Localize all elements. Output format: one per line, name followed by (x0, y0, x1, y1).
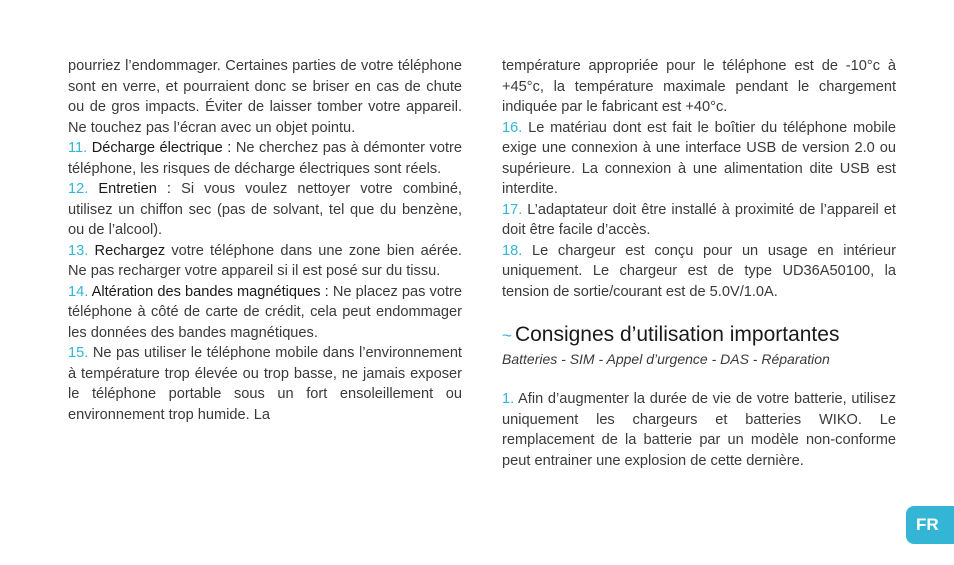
section-item-1 (502, 389, 896, 471)
item-term: Entretien : (98, 181, 171, 197)
continued-paragraph: température appropriée pour le téléphone est de -10°c à +45°c, la température maximale pendant le chargement indiquée par le fabricant est +40°c. (502, 58, 896, 115)
item-text: Si vous voulez nettoyer votre combiné, utilisez un chiffon sec (pas de solvant, tel que du benzène, ou de l’alcool). (68, 181, 462, 238)
item-term: Décharge électrique : (91, 140, 232, 156)
item-15 (68, 343, 462, 425)
section-title-text: Consignes d’utilisation importantes (514, 323, 840, 346)
left-column (68, 56, 462, 425)
section-subtitle: Batteries - SIM - Appel d’urgence - DAS - Réparation (502, 351, 830, 367)
item-text: Le chargeur est conçu pour un usage en intérieur uniquement. Le chargeur est de type UD36A50100, la tension de sortie/courant est de 5.0V/1.0A. (502, 242, 896, 300)
item-text: L’adaptateur doit être installé à proximité de l’appareil et doit être facile d’accès. (502, 201, 896, 238)
intro-paragraph: pourriez l’endommager. Certaines parties de votre téléphone sont en verre, et pourraient donc se briser en cas de chute ou de gros impacts. Éviter de laisser tomber votre appareil. Ne touchez pas l’écran avec un objet pointu. (68, 58, 462, 136)
language-tab: FR (906, 506, 954, 544)
tilde-mark: ~ (502, 326, 512, 345)
item-text: votre téléphone dans une zone bien aérée. Ne pas recharger votre appareil si il est posé sur du tissu. (68, 242, 462, 279)
item-text: Ne placez pas votre téléphone à côté de carte de crédit, cela peut endommager les données des bandes magnétiques. (68, 283, 462, 341)
item-number: 13. (68, 242, 89, 259)
item-number: 12. (68, 181, 89, 197)
item-number: 17. (502, 201, 523, 218)
section-title (502, 322, 896, 349)
item-text: Le matériau dont est fait le boîtier du téléphone mobile exige une connexion à une interface USB de version 2.0 ou supérieure. La connexion à une alimentation dite USB est interdite. (502, 119, 896, 197)
item-text: Ne cherchez pas à démonter votre téléphone, les risques de décharge électriques sont réels. (68, 140, 462, 177)
item-number: 16. (502, 119, 523, 136)
item-term: Altération des bandes magnétiques : (91, 283, 329, 300)
item-17 (502, 200, 896, 241)
item-13 (68, 241, 462, 282)
item-number: 14. (68, 283, 89, 300)
item-text: Ne pas utiliser le téléphone mobile dans l’environnement à température trop élevée ou trop basse, ne jamais exposer le téléphone portable sous un fort ensoleillement ou environnement trop humide. La (68, 345, 462, 423)
item-12 (68, 179, 462, 241)
item-number: 18. (502, 242, 523, 259)
item-number: 15. (68, 345, 89, 361)
item-number: 1. (502, 391, 515, 407)
item-11 (68, 138, 462, 179)
item-14 (68, 282, 462, 344)
item-number: 11. (68, 140, 88, 156)
right-column (502, 56, 896, 471)
item-16 (502, 118, 896, 200)
item-18 (502, 241, 896, 303)
item-term: Rechargez (94, 242, 166, 259)
item-text: Afin d’augmenter la durée de vie de votre batterie, utilisez uniquement les chargeurs et batteries WIKO. Le remplacement de la batterie par un modèle non-conforme peut entrainer une explosion de cette dernière. (502, 391, 896, 469)
